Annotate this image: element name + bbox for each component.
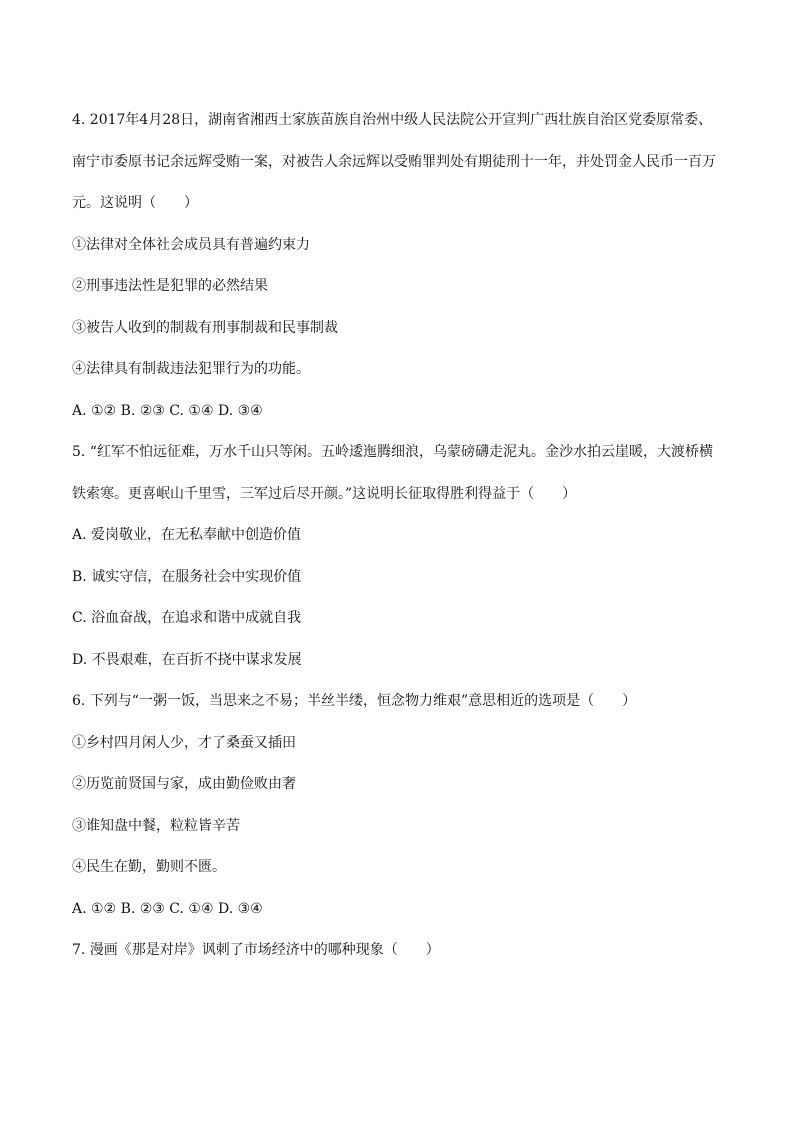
question-6-statement-3: ③谁知盘中餐，粒粒皆辛苦 — [72, 818, 240, 834]
question-4-choices: A. ①② B. ②③ C. ①④ D. ③④ — [72, 403, 263, 419]
question-6-statement-4: ④民生在勤，勤则不匮。 — [72, 859, 226, 875]
question-4-statement-3: ③被告人收到的制裁有刑事制裁和民事制裁 — [72, 320, 338, 336]
question-4-stem-line-2: 南宁市委原书记余远辉受贿一案，对被告人余远辉以受贿罪判处有期徒刑十一年，并处罚金人民币一百万 — [72, 154, 716, 170]
question-5-option-d: D. 不畏艰难，在百折不挠中谋求发展 — [72, 652, 302, 668]
question-5-stem-line-1: 5. “红军不怕远征难，万水千山只等闲。五岭逶迤腾细浪，乌蒙磅礴走泥丸。金沙水拍云崖暖，大渡桥横 — [72, 444, 713, 460]
question-5-option-c: C. 浴血奋战，在追求和谐中成就自我 — [72, 610, 302, 626]
question-6-statement-2: ②历览前贤国与家，成由勤俭败由奢 — [72, 776, 296, 792]
question-6-choices: A. ①② B. ②③ C. ①④ D. ③④ — [72, 901, 263, 917]
question-6-statement-1: ①乡村四月闲人少，才了桑蚕又插田 — [72, 735, 296, 751]
question-4-statement-2: ②刑事违法性是犯罪的必然结果 — [72, 278, 268, 294]
question-5-option-a: A. 爱岗敬业，在无私奉献中创造价值 — [72, 527, 302, 543]
question-5-stem-line-2: 铁索寒。更喜岷山千里雪，三军过后尽开颜。”这说明长征取得胜利得益于（ ） — [72, 486, 577, 502]
question-4-statement-4: ④法律具有制裁违法犯罪行为的功能。 — [72, 361, 310, 377]
question-4-stem-line-3: 元。这说明（ ） — [72, 195, 198, 211]
question-7-stem-line-1: 7. 漫画《那是对岸》讽刺了市场经济中的哪种现象（ ） — [72, 942, 440, 958]
question-6-stem-line-1: 6. 下列与“一粥一饭，当思来之不易；半丝半缕，恒念物力维艰”意思相近的选项是（ ） — [72, 693, 637, 709]
question-4-statement-1: ①法律对全体社会成员具有普遍约束力 — [72, 237, 310, 253]
question-5-option-b: B. 诚实守信，在服务社会中实现价值 — [72, 569, 302, 585]
question-4-stem-line-1: 4. 2017年4月28日，湖南省湘西土家族苗族自治州中级人民法院公开宣判广西壮族自治区党委原常委、 — [72, 112, 713, 128]
